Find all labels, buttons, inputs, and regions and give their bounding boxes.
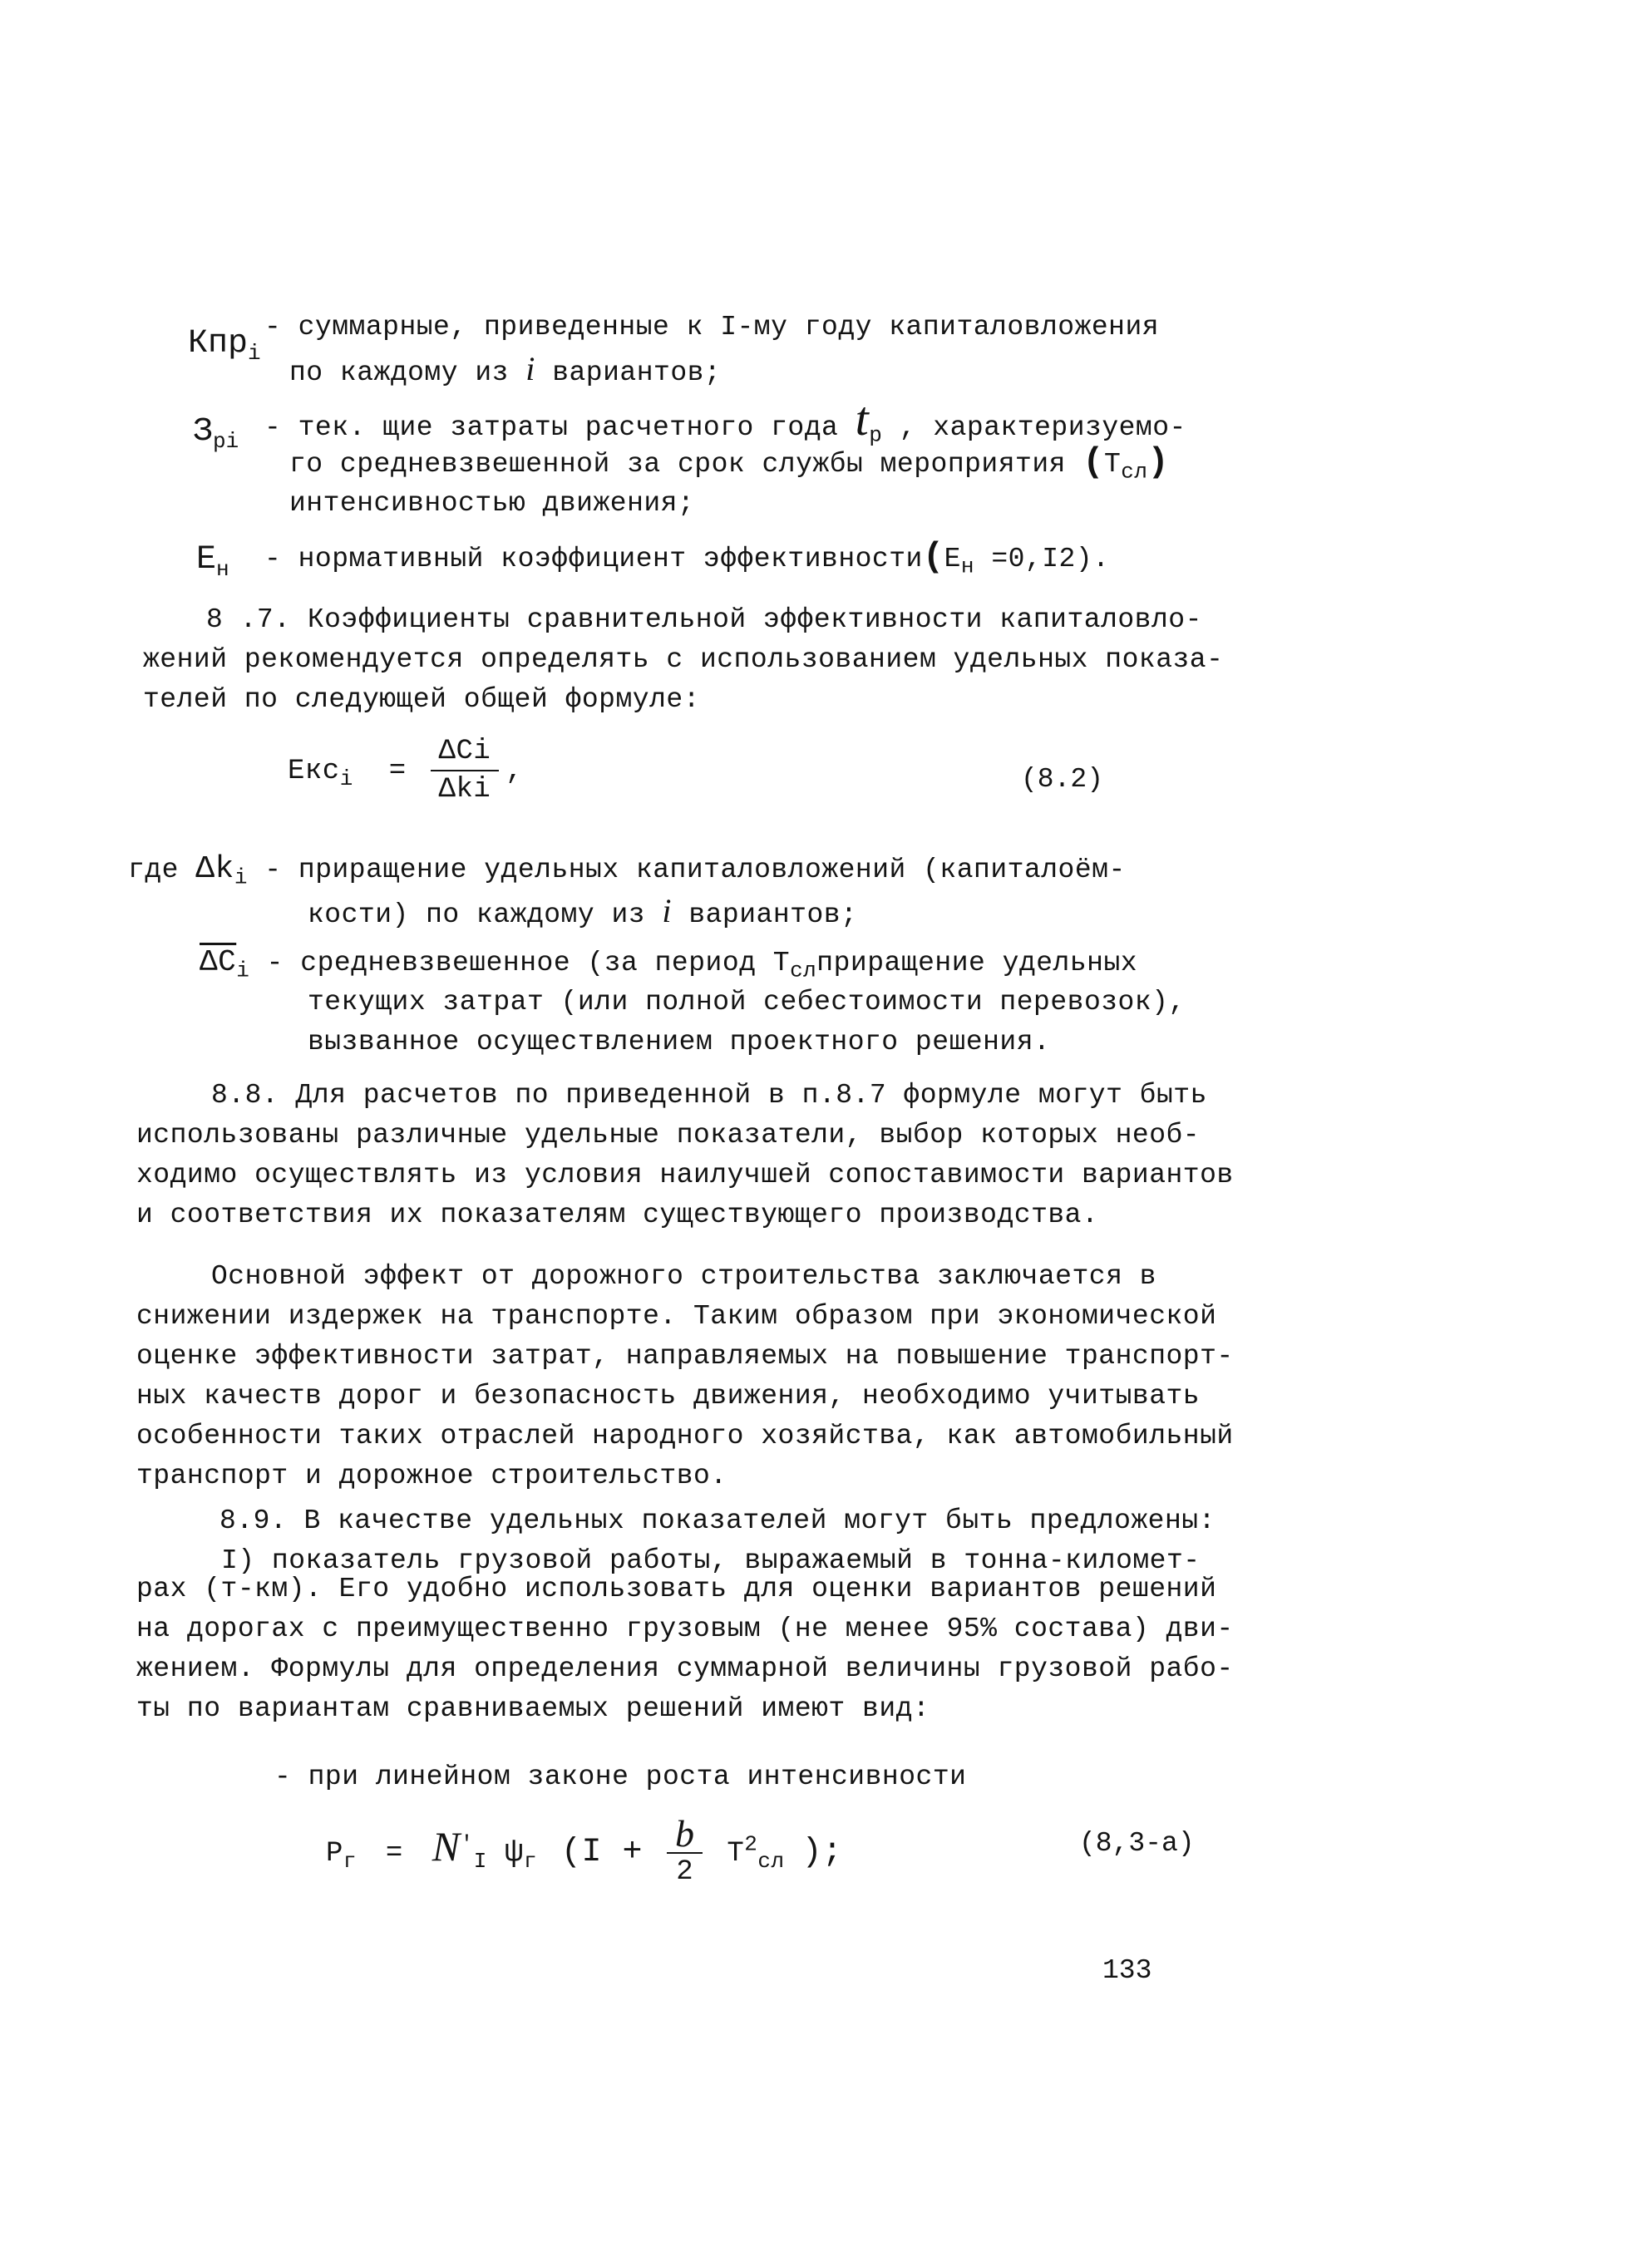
para-8-8-line2: использованы различные удельные показатели, выбор которых необ- bbox=[136, 1120, 1201, 1151]
equation-8-3a: $Р_г = N'_I$ $\psi_г$ (I + $\frac{b}{2}$ $Т^2_{сл}$ ); bbox=[326, 1816, 843, 1890]
equation-8-2: Екс$_i$ = $\frac{\text{ΔCi}}{\text{Δki}}$ , bbox=[288, 733, 523, 808]
linear-law-label: - при линейном законе роста интенсивности bbox=[274, 1762, 967, 1792]
en-def-line: - нормативный коэффициент $эффективности(Е_н =0,I2)$. bbox=[264, 537, 1110, 579]
zp-symbol: $З_{pi}$ bbox=[193, 413, 239, 454]
where-dk-line2: кости) по каждому из i вариантов; bbox=[308, 892, 858, 930]
para-8-7-line1: 8 .7. Коэффициенты сравнительной эффективности капиталовло- bbox=[206, 604, 1202, 635]
para-8-8-line3: ходимо осуществлять из условия наилучшей сопоставимости вариантов bbox=[136, 1160, 1234, 1190]
kpr-def-line1: - суммарные, приведенные к I-му году капиталовложения bbox=[264, 312, 1160, 342]
para-8-9-line2: I) показатель грузовой работы, выражаемый в тонна-километ- bbox=[221, 1545, 1201, 1576]
para-8-7-line3: телей по следующей общей формуле: bbox=[143, 684, 701, 715]
para-main-line2: снижении издержек на транспорте. Таким образом при экономической bbox=[136, 1301, 1217, 1332]
where-dc-line2: текущих затрат (или полной себестоимости перевозок), bbox=[308, 987, 1186, 1018]
para-8-9-line4: на дорогах с преимущественно грузовым (не менее 95% состава) дви- bbox=[136, 1614, 1234, 1644]
zp-def-line2: го средневзвешенной за срок службы мероприятия $(Т_{сл})$ bbox=[289, 442, 1170, 485]
para-8-7-line2: жений рекомендуется определять с использованием удельных показа- bbox=[143, 644, 1224, 675]
zp-def-line1: - тек. щие затраты расчетного года $t_p$ , характеризуемо- bbox=[264, 392, 1186, 448]
para-8-8-line4: и соответствия их показателям существующего производства. bbox=[136, 1200, 1099, 1230]
page-number: 133 bbox=[1102, 1955, 1152, 1986]
para-main-line1: Основной эффект от дорожного строительства заключается в bbox=[211, 1261, 1156, 1292]
kpr-def-line2: по каждому из i вариантов; bbox=[289, 350, 722, 388]
para-main-line5: особенности таких отраслей народного хозяйства, как автомобильный bbox=[136, 1421, 1234, 1451]
where-dc-line3: вызванное осуществлением проектного решения. bbox=[308, 1027, 1051, 1057]
para-8-9-line5: жением. Формулы для определения суммарной величины грузовой рабо- bbox=[136, 1653, 1234, 1684]
equation-8-2-number: (8.2) bbox=[1021, 764, 1104, 795]
en-symbol: $Е_н$ bbox=[196, 541, 229, 582]
zp-def-line3: интенсивностью движения; bbox=[289, 488, 695, 519]
para-8-9-line6: ты по вариантам сравниваемых решений имеют вид: bbox=[136, 1693, 930, 1724]
para-main-line4: ных качеств дорог и безопасность движения, необходимо учитывать bbox=[136, 1381, 1201, 1412]
para-8-9-line3: рах (т-км). Его удобно использовать для оценки вариантов решений bbox=[136, 1574, 1217, 1604]
para-8-8-line1: 8.8. Для расчетов по приведенной в п.8.7 формуле могут быть bbox=[211, 1080, 1207, 1111]
where-dk-line1: где $\Delta k_i$ - приращение удельных капиталовложений (капиталоём- bbox=[128, 851, 1126, 890]
equation-8-2-fraction: $\frac{\text{ΔCi}}{\text{Δki}}$ bbox=[431, 733, 500, 808]
para-main-line6: транспорт и дорожное строительство. bbox=[136, 1461, 727, 1491]
equation-8-3a-fraction: $\frac{b}{2}$ bbox=[667, 1816, 703, 1890]
kpr-symbol: Кпр$_i$ bbox=[188, 325, 261, 366]
where-dc-line1: $\overline{\Delta C}_i$ - средневзвешенное (за период $Т_{сл}приращение$ удельных bbox=[200, 945, 1138, 983]
para-8-9-line1: 8.9. В качестве удельных показателей могут быть предложены: bbox=[219, 1505, 1216, 1536]
equation-8-3a-number: (8,3-а) bbox=[1079, 1828, 1195, 1859]
para-main-line3: оценке эффективности затрат, направляемых на повышение транспорт- bbox=[136, 1341, 1234, 1372]
